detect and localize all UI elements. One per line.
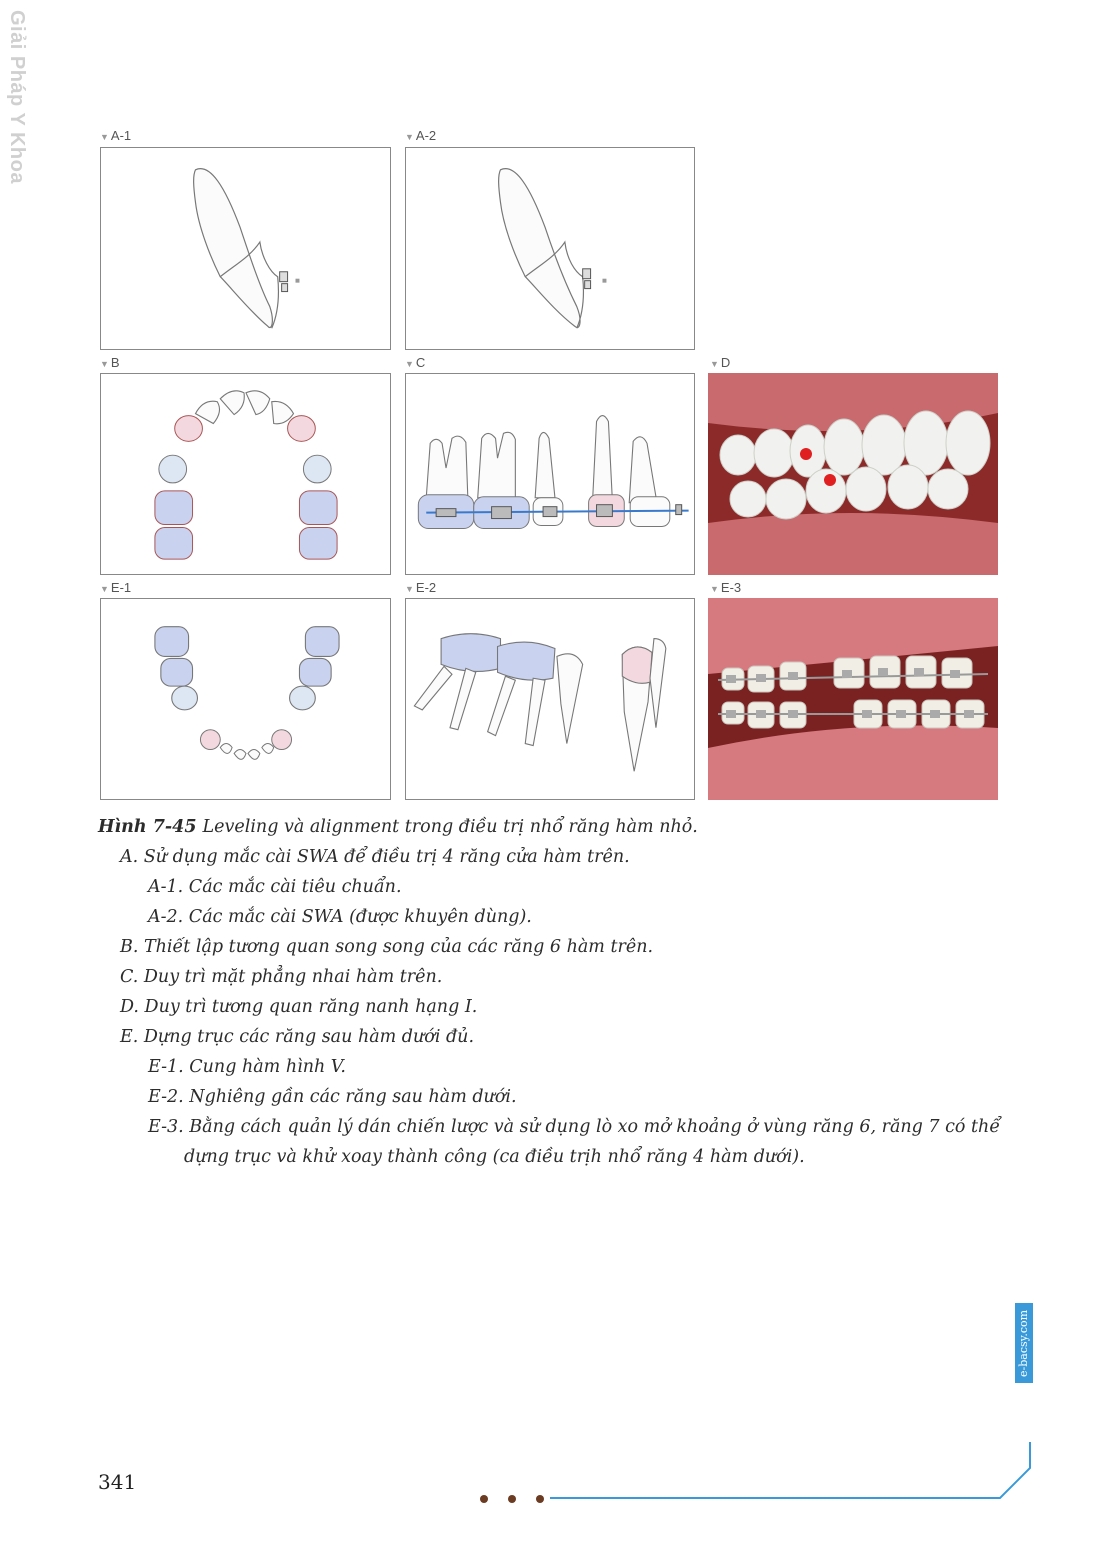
panel-e2-figure (405, 598, 695, 800)
panel-label-e2: ▼ E-2 (405, 580, 437, 595)
panel-b-figure (100, 373, 391, 575)
caption-item: B. Thiết lập tương quan song song của các răng 6 hàm trên. (120, 937, 654, 957)
panel-d-photo (708, 373, 998, 575)
panel-label-c: ▼ C (405, 355, 426, 370)
footer-decorative-line (550, 1442, 1035, 1502)
caption-item: E. Dựng trục các răng sau hàm dưới đủ. (120, 1027, 475, 1047)
panel-label-e3: ▼ E-3 (710, 580, 742, 595)
caption-item: A-2. Các mắc cài SWA (được khuyên dùng). (148, 907, 532, 927)
caption-figure-number: Hình 7-45 (98, 817, 197, 837)
figure-caption (98, 812, 1018, 1172)
panel-label-a1: ▼ A-1 (100, 128, 132, 143)
caption-title (98, 812, 1018, 842)
caption-item: E-3. Bằng cách quản lý dán chiến lược và sử dụng lò xo mở khoảng ở vùng răng 6, răng 7 có thể dựng trục và khử xoay thành công (ca điều trịh nhổ răng 4 hàm dưới). (148, 1117, 1001, 1167)
panel-label-b: ▼ B (100, 355, 120, 370)
panel-c-figure (405, 373, 695, 575)
caption-title-text: Leveling và alignment trong điều trị nhổ răng hàm nhỏ. (202, 817, 698, 837)
footer-dots (480, 1488, 564, 1507)
panel-e3-photo (708, 598, 998, 800)
panel-a2-figure (405, 147, 695, 350)
panel-a1-figure (100, 147, 391, 350)
panel-label-d: ▼ D (710, 355, 731, 370)
page-number: 341 (98, 1470, 137, 1494)
panel-label-e1: ▼ E-1 (100, 580, 132, 595)
site-badge: e-bacsy.com (1015, 1303, 1033, 1383)
caption-item: A-1. Các mắc cài tiêu chuẩn. (148, 877, 402, 897)
caption-item: E-2. Nghiêng gần các răng sau hàm dưới. (148, 1087, 517, 1107)
caption-item: A. Sử dụng mắc cài SWA để điều trị 4 răng cửa hàm trên. (120, 847, 630, 867)
caption-item: C. Duy trì mặt phẳng nhai hàm trên. (120, 967, 443, 987)
caption-item: D. Duy trì tương quan răng nanh hạng I. (120, 997, 478, 1017)
caption-item: E-1. Cung hàm hình V. (148, 1057, 346, 1077)
panel-label-a2: ▼ A-2 (405, 128, 437, 143)
side-watermark: Giải Pháp Y Khoa (6, 10, 28, 184)
panel-e1-figure (100, 598, 391, 800)
